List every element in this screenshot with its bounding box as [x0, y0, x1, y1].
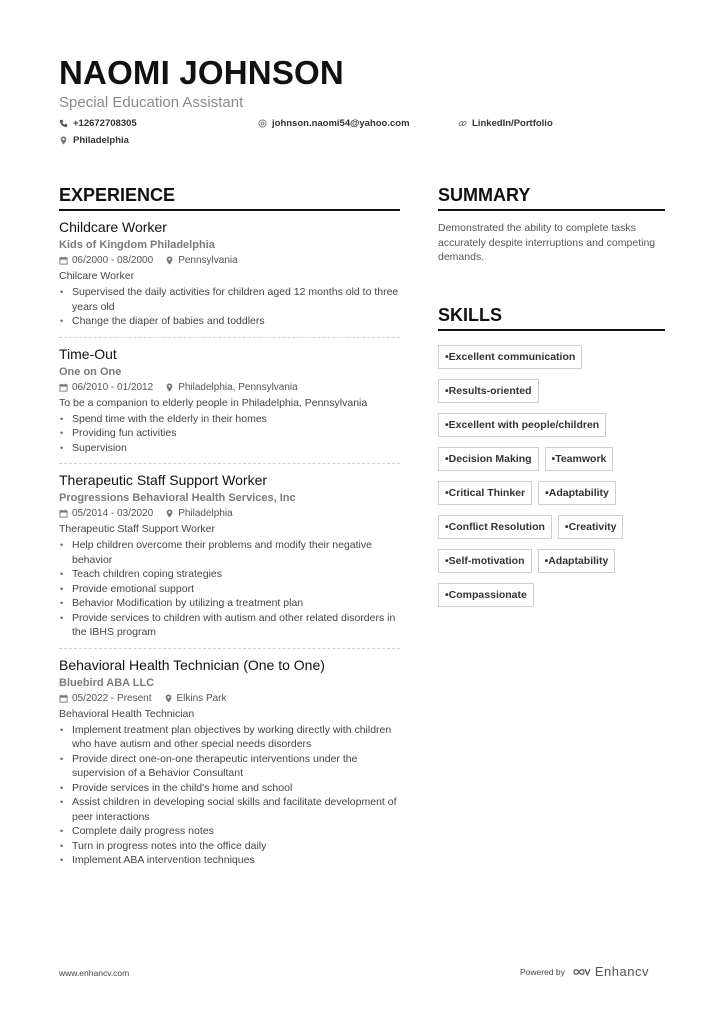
bullet-item: • Behavior Modification by utilizing a treatment plan [59, 596, 400, 611]
job-dates [59, 255, 153, 266]
summary-title: SUMMARY [438, 185, 665, 211]
job-title: Childcare Worker [59, 219, 167, 235]
bullet-item: • Complete daily progress notes [59, 824, 400, 839]
company-name: One on One [59, 365, 122, 378]
job-title: Therapeutic Staff Support Worker [59, 472, 268, 488]
bullet-item: • Supervision [59, 441, 400, 456]
bullet-item: • Implement treatment plan objectives by working directly with children who have autism and other special needs disorders [59, 723, 400, 752]
job-meta [59, 255, 400, 266]
bullet-item: • Provide services to children with autism and other related disorders in the IBHS program [59, 611, 400, 640]
company-name: Progressions Behavioral Health Services, Inc [59, 492, 296, 504]
dates-text: 05/2014 - 03/2020 [72, 508, 154, 519]
job-bullets [59, 412, 400, 456]
experience-entry [59, 649, 400, 876]
footer-powered [520, 964, 649, 979]
skill-tag: •Excellent communication [438, 345, 582, 369]
skill-tag: •Adaptability [538, 481, 616, 505]
bullet-item: • Turn in progress notes into the office daily [59, 839, 400, 854]
company-name: Kids of Kingdom Philadelphia [59, 239, 215, 251]
contact-location [59, 135, 129, 146]
bullet-item: • Teach children coping strategies [59, 567, 400, 582]
location-pin-icon [165, 383, 174, 392]
brand-text: Enhancv [594, 964, 649, 979]
skill-tag: •Compassionate [438, 583, 534, 607]
job-title: Behavioral Health Technician (One to One) [59, 656, 325, 673]
bullet-item: • Supervised the daily activities for children aged 12 months old to three years old [59, 285, 400, 314]
job-description: To be a companion to elderly people in Philadelphia, Pennsylvania [59, 396, 368, 409]
experience-section [59, 185, 400, 876]
bullet-item: • Change the diaper of babies and toddlers [59, 314, 400, 329]
calendar-icon [59, 509, 68, 518]
bullet-item: • Spend time with the elderly in their homes [59, 412, 400, 427]
phone-icon [59, 119, 68, 128]
location-text: Philadelphia [178, 508, 233, 519]
link-text: LinkedIn/Portfolio [472, 118, 553, 129]
dates-text: 05/2022 - Present [72, 692, 152, 704]
experience-entry [59, 338, 400, 465]
skills-list [438, 345, 668, 607]
skill-tag: •Decision Making [438, 447, 539, 471]
experience-entry [59, 464, 400, 649]
experience-title: EXPERIENCE [59, 185, 400, 211]
location-pin-icon [165, 509, 174, 518]
job-location [165, 382, 298, 393]
location-pin-icon [165, 256, 174, 265]
summary-text: Demonstrated the ability to complete tasks accurately despite interruptions and competing demands. [438, 222, 656, 263]
job-meta [59, 508, 400, 519]
job-location [164, 693, 227, 704]
candidate-name: NAOMI JOHNSON [59, 54, 344, 91]
skills-title: SKILLS [438, 305, 665, 331]
experience-entry [59, 211, 400, 338]
job-meta [59, 382, 400, 393]
location-text: Philadelphia [73, 135, 129, 146]
bullet-item: • Provide services in the child's home and school [59, 781, 400, 796]
job-location [165, 508, 233, 519]
job-dates [59, 693, 152, 704]
job-dates [59, 508, 153, 519]
calendar-icon [59, 383, 68, 392]
calendar-icon [59, 694, 68, 703]
job-location [165, 255, 237, 266]
bullet-item: • Assist children in developing social skills and facilitate development of peer interactions [59, 795, 400, 824]
bullet-item: • Help children overcome their problems and modify their negative behavior [59, 538, 400, 567]
at-icon [258, 119, 267, 128]
job-title: Time-Out [59, 345, 117, 362]
job-description: Therapeutic Staff Support Worker [59, 523, 216, 535]
location-pin-icon [164, 694, 173, 703]
powered-by-text: Powered by [520, 966, 565, 977]
skill-tag: •Conflict Resolution [438, 515, 552, 539]
skill-tag: •Critical Thinker [438, 481, 532, 505]
job-bullets [59, 538, 400, 640]
contact-phone[interactable] [59, 118, 137, 129]
location-pin-icon [59, 136, 68, 145]
job-description: Chilcare Worker [59, 270, 135, 282]
footer-website[interactable]: www.enhancv.com [59, 968, 130, 978]
contact-email[interactable] [258, 118, 410, 129]
skill-tag: •Teamwork [545, 447, 614, 471]
candidate-role: Special Education Assistant [59, 94, 244, 111]
skill-tag: •Excellent with people/children [438, 413, 606, 437]
skill-tag: •Results-oriented [438, 379, 539, 403]
bullet-item: • Providing fun activities [59, 426, 400, 441]
location-text: Pennsylvania [178, 255, 238, 266]
job-bullets [59, 285, 400, 329]
brand-logo[interactable] [573, 964, 649, 979]
calendar-icon [59, 256, 68, 265]
skill-tag: •Adaptability [538, 549, 616, 573]
enhancv-logo-icon [573, 967, 591, 977]
company-name: Bluebird ABA LLC [59, 676, 155, 689]
location-text: Philadelphia, Pennsylvania [178, 381, 298, 393]
dates-text: 06/2010 - 01/2012 [72, 381, 154, 393]
bullet-item: • Provide direct one-on-one therapeutic interventions under the supervision of a Behavior Consultant [59, 752, 400, 781]
skill-tag: •Creativity [558, 515, 624, 539]
link-icon [458, 119, 467, 128]
experience-list [59, 211, 400, 876]
bullet-item: • Provide emotional support [59, 582, 400, 597]
email-text: johnson.naomi54@yahoo.com [272, 118, 410, 129]
dates-text: 06/2000 - 08/2000 [72, 255, 154, 266]
skill-tag: •Self-motivation [438, 549, 532, 573]
location-text: Elkins Park [176, 692, 227, 704]
job-meta [59, 693, 400, 704]
bullet-item: • Implement ABA intervention techniques [59, 853, 400, 868]
sidebar-column [438, 185, 665, 607]
job-dates [59, 382, 153, 393]
phone-text: +12672708305 [73, 118, 137, 129]
job-description: Behavioral Health Technician [59, 707, 195, 720]
job-bullets [59, 723, 400, 868]
contact-link[interactable] [458, 118, 553, 129]
